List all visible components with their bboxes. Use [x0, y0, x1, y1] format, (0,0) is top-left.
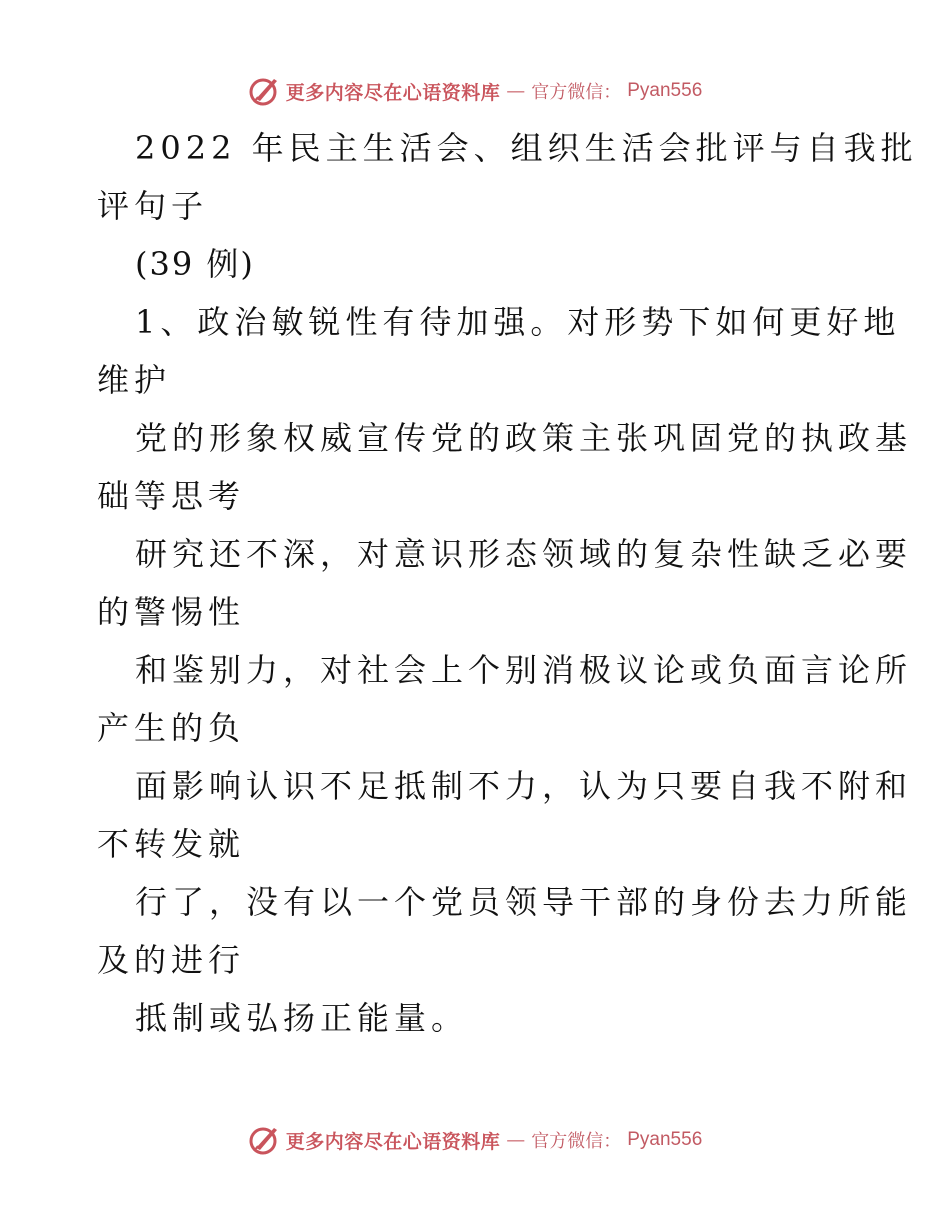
quill-logo-icon — [248, 75, 280, 107]
doc-count-line: (39 例) — [135, 245, 255, 283]
doc-title-line-2: 评句子 — [97, 187, 209, 225]
doc-text-line: 础等思考 — [97, 477, 246, 515]
doc-title-line-1: 2022 年民主生活会、组织生活会批评与自我批 — [135, 129, 918, 167]
doc-text-line: 的警惕性 — [97, 593, 246, 631]
doc-text-line: 及的进行 — [97, 941, 246, 979]
doc-text-line: 党的形象权威宣传党的政策主张巩固党的执政基 — [135, 419, 913, 457]
doc-text-line: 抵制或弘扬正能量。 — [135, 999, 469, 1037]
watermark-wechat-label: 官方微信： — [531, 82, 622, 103]
watermark-brand-text: 更多内容尽在心语资料库 — [285, 1130, 501, 1153]
doc-text-line: 不转发就 — [97, 825, 246, 863]
header-watermark — [0, 71, 950, 111]
footer-watermark — [0, 1120, 950, 1160]
doc-text-line: 维护 — [97, 361, 172, 399]
document-body — [97, 119, 918, 1047]
quill-logo-icon — [248, 1124, 280, 1156]
watermark-dash: — — [506, 80, 526, 102]
doc-text-line: 行了，没有以一个党员领导干部的身份去力所能 — [135, 883, 913, 921]
watermark-wechat-id: Pyan556 — [627, 80, 703, 101]
doc-text-line: 1、政治敏锐性有待加强。对形势下如何更好地 — [135, 303, 901, 341]
doc-text-line: 研究还不深，对意识形态领域的复杂性缺乏必要 — [135, 535, 913, 573]
doc-text-line: 面影响认识不足抵制不力，认为只要自我不附和 — [135, 767, 913, 805]
doc-text-line: 产生的负 — [97, 709, 246, 747]
watermark-wechat-label: 官方微信： — [531, 1131, 622, 1152]
doc-text-line: 和鉴别力，对社会上个别消极议论或负面言论所 — [135, 651, 913, 689]
watermark-brand-text: 更多内容尽在心语资料库 — [285, 81, 501, 104]
watermark-wechat-id: Pyan556 — [627, 1129, 703, 1150]
watermark-dash: — — [506, 1129, 526, 1151]
